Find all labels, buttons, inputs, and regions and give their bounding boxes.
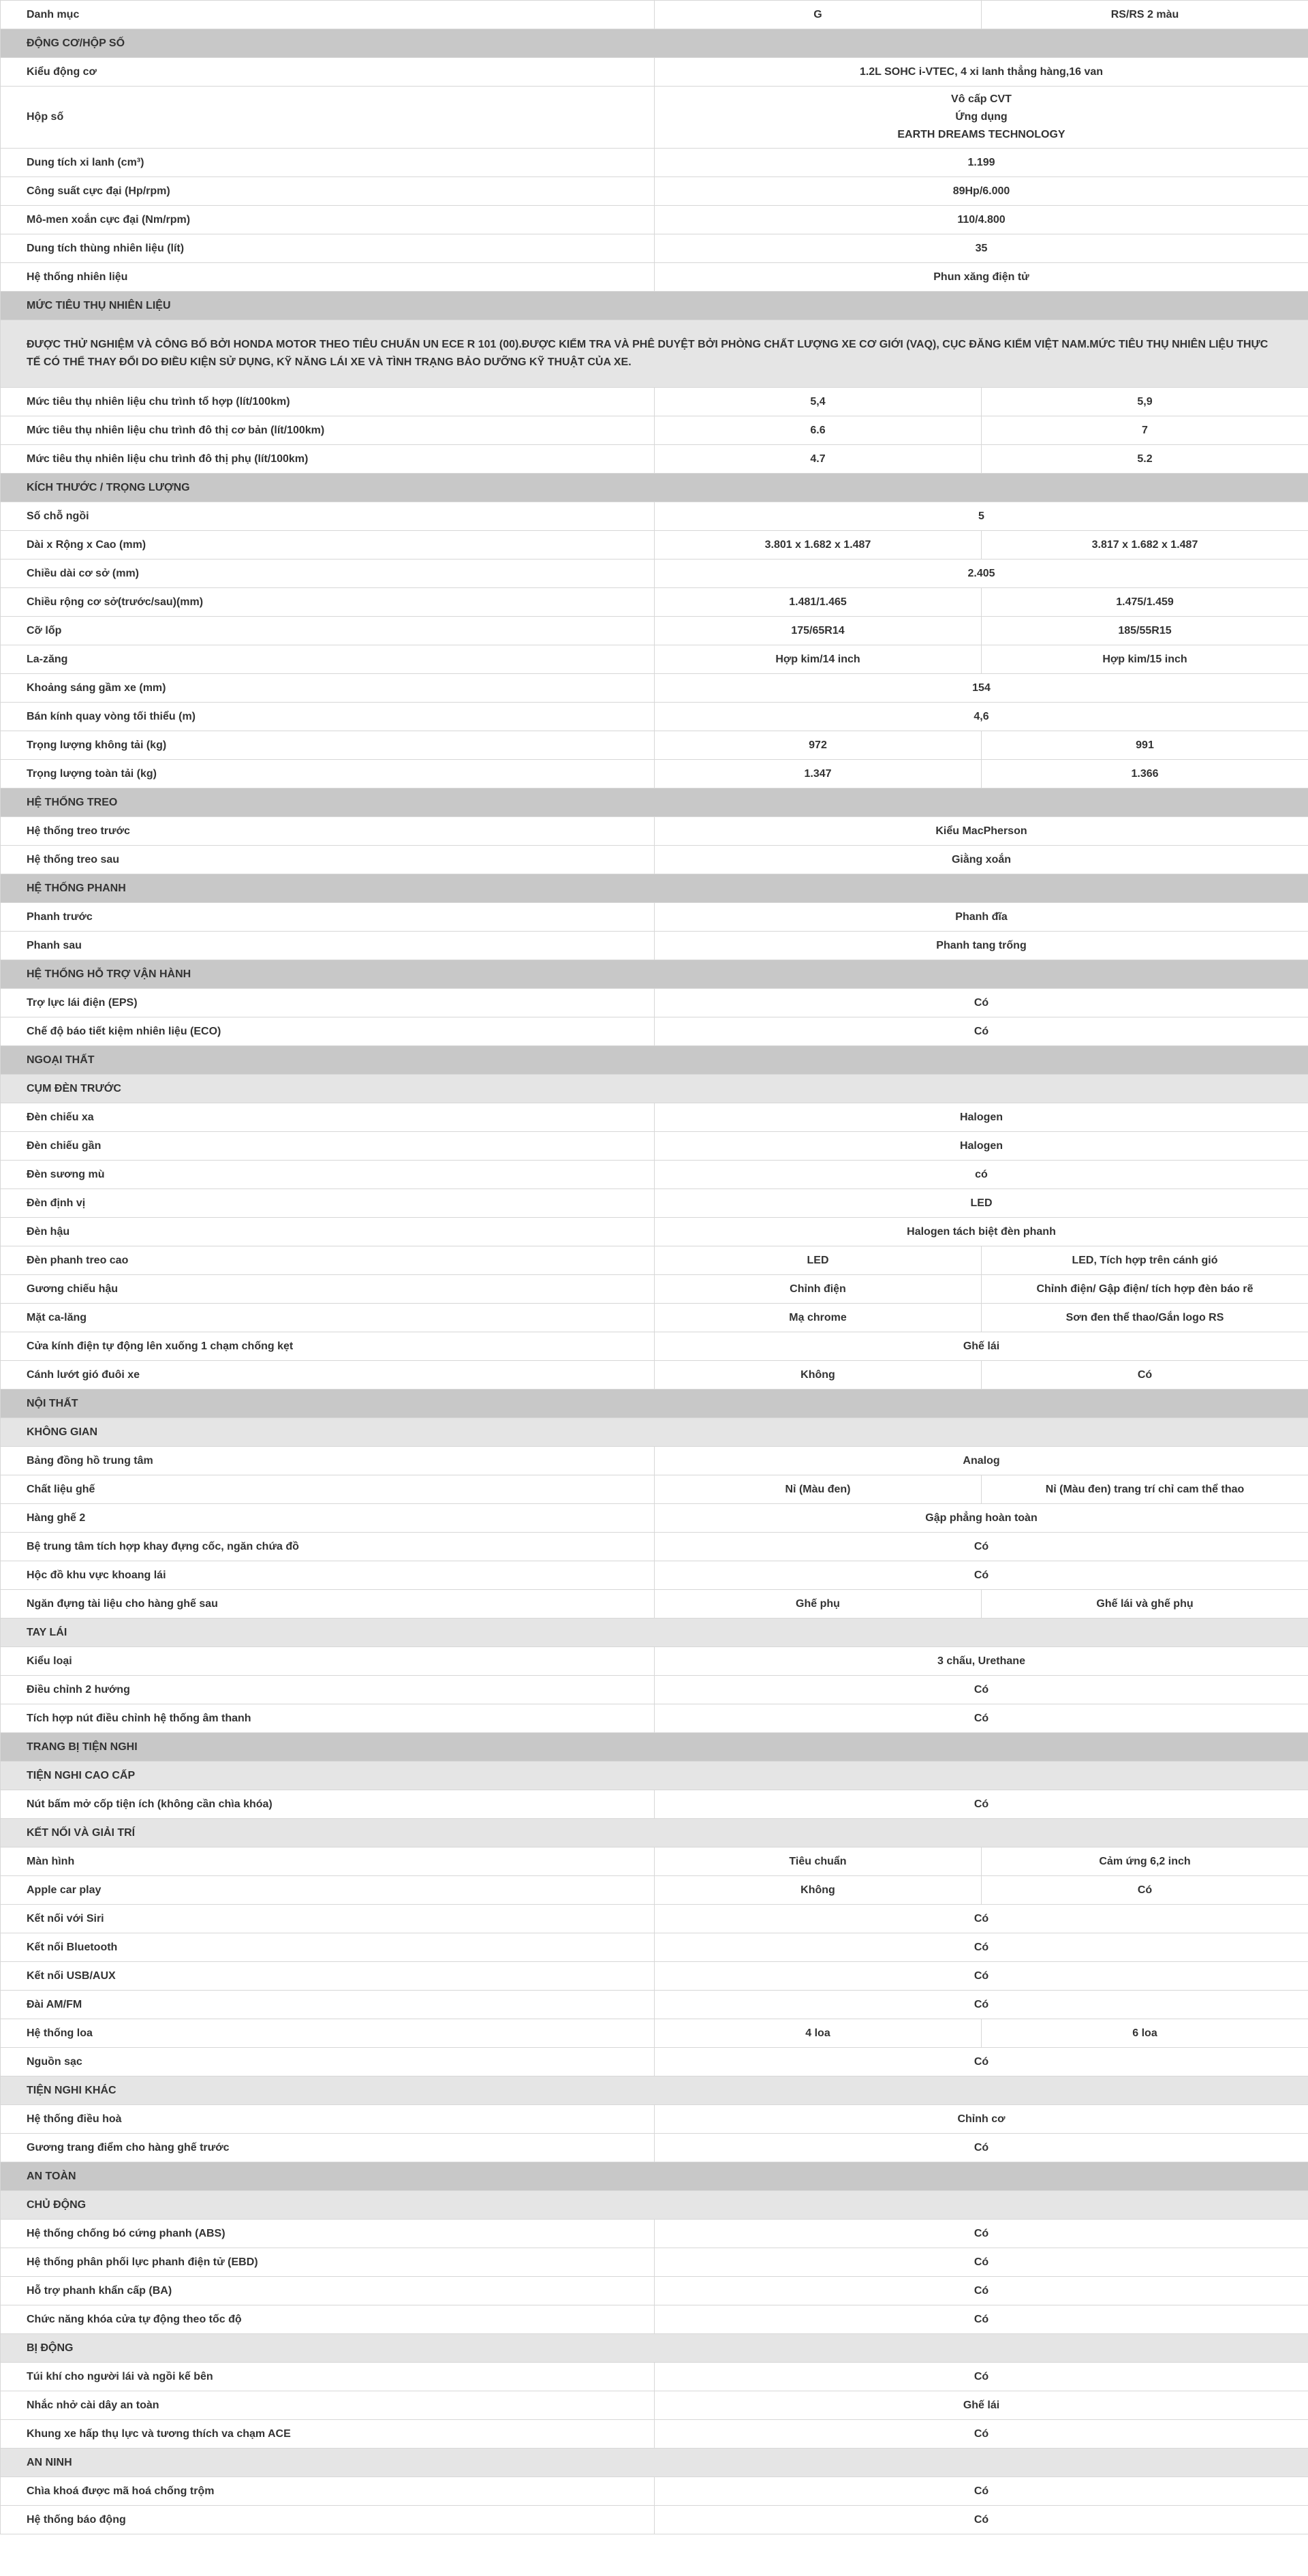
spec-value-rs: 1.366	[982, 760, 1308, 788]
spec-value-g: 3.801 x 1.682 x 1.487	[655, 531, 982, 559]
spec-row	[1, 1704, 1308, 1733]
spec-value: Halogen	[655, 1132, 1308, 1161]
spec-label: Dung tích xi lanh (cm³)	[1, 149, 655, 177]
spec-value: 1.199	[655, 149, 1308, 177]
spec-label: Hệ thống báo động	[1, 2506, 655, 2534]
section-title: HỆ THỐNG PHANH	[1, 874, 1308, 903]
spec-row	[1, 2477, 1308, 2506]
section-title: TIỆN NGHI CAO CẤP	[1, 1762, 1308, 1790]
spec-row	[1, 2305, 1308, 2334]
spec-value: Có	[655, 2363, 1308, 2391]
spec-row	[1, 1847, 1308, 1876]
spec-label: Chức năng khóa cửa tự động theo tốc độ	[1, 2305, 655, 2334]
section-title: MỨC TIÊU THỤ NHIÊN LIỆU	[1, 292, 1308, 320]
spec-row	[1, 1161, 1308, 1189]
section-header	[1, 2162, 1308, 2191]
header-label: Danh mục	[1, 1, 655, 29]
spec-label: Đèn sương mù	[1, 1161, 655, 1189]
spec-row	[1, 1676, 1308, 1704]
spec-value-g: 1.347	[655, 760, 982, 788]
subsection-header	[1, 1418, 1308, 1447]
subsection-header	[1, 2191, 1308, 2220]
spec-row	[1, 1189, 1308, 1218]
spec-label: Hệ thống phân phối lực phanh điện tử (EBD)	[1, 2248, 655, 2277]
spec-row	[1, 2420, 1308, 2449]
spec-row	[1, 1103, 1308, 1132]
spec-label: Kết nối với Siri	[1, 1905, 655, 1933]
spec-value: Có	[655, 2220, 1308, 2248]
spec-row	[1, 1876, 1308, 1905]
spec-row	[1, 1246, 1308, 1275]
section-header	[1, 29, 1308, 58]
spec-value-g: Không	[655, 1361, 982, 1390]
spec-row	[1, 177, 1308, 206]
spec-value: 110/4.800	[655, 206, 1308, 234]
spec-label: Bảng đồng hồ trung tâm	[1, 1447, 655, 1475]
spec-label: Kiểu loại	[1, 1647, 655, 1676]
spec-label: Cỡ lốp	[1, 617, 655, 645]
section-header	[1, 1733, 1308, 1762]
spec-value-rs: 991	[982, 731, 1308, 760]
spec-row	[1, 588, 1308, 617]
spec-value: Có	[655, 1790, 1308, 1819]
section-title: TIỆN NGHI KHÁC	[1, 2076, 1308, 2105]
section-header	[1, 474, 1308, 502]
spec-label: Chế độ báo tiết kiệm nhiên liệu (ECO)	[1, 1017, 655, 1046]
spec-value-g: 6.6	[655, 416, 982, 445]
spec-value-g: Ghế phụ	[655, 1590, 982, 1619]
disclaimer-line: MỨC TIÊU THỤ NHIÊN LIỆU THỰC TẾ CÓ THỂ THAY ĐỔI DO ĐIỀU KIỆN SỬ DỤNG, KỸ NĂNG LÁI XE VÀ TÌNH TRẠNG BẢO DƯỠNG KỸ THUẬT CỦA XE.	[27, 339, 1268, 368]
spec-value-rs: 6 loa	[982, 2019, 1308, 2048]
spec-value: Chỉnh cơ	[655, 2105, 1308, 2134]
spec-value: Có	[655, 2305, 1308, 2334]
spec-label: Số chỗ ngồi	[1, 502, 655, 531]
fuel-disclaimer	[1, 320, 1308, 388]
disclaimer-line: ĐƯỢC KIỂM TRA VÀ PHÊ DUYỆT BỞI PHÒNG CHẤT LƯỢNG XE CƠ GIỚI (VAQ), CỤC ĐĂNG KIỂM VIỆT NAM.	[521, 339, 1090, 350]
spec-label: Trọng lượng toàn tải (kg)	[1, 760, 655, 788]
spec-row	[1, 1275, 1308, 1304]
spec-row	[1, 1533, 1308, 1561]
section-header	[1, 960, 1308, 989]
spec-value-rs: Sơn đen thể thao/Gắn logo RS	[982, 1304, 1308, 1332]
section-title: TRANG BỊ TIỆN NGHI	[1, 1733, 1308, 1762]
section-header	[1, 1046, 1308, 1075]
spec-row	[1, 1905, 1308, 1933]
spec-value-g: Chỉnh điện	[655, 1275, 982, 1304]
spec-value-g: 972	[655, 731, 982, 760]
spec-value: Giằng xoắn	[655, 846, 1308, 874]
spec-value: Có	[655, 2134, 1308, 2162]
spec-label: Hỗ trợ phanh khẩn cấp (BA)	[1, 2277, 655, 2305]
spec-label: Màn hình	[1, 1847, 655, 1876]
spec-value: Ghế lái	[655, 2391, 1308, 2420]
spec-row	[1, 2391, 1308, 2420]
section-title: NỘI THẤT	[1, 1390, 1308, 1418]
spec-label: Bệ trung tâm tích hợp khay đựng cốc, ngăn chứa đồ	[1, 1533, 655, 1561]
spec-row	[1, 817, 1308, 846]
spec-value: có	[655, 1161, 1308, 1189]
spec-row	[1, 2134, 1308, 2162]
spec-label: Ngăn đựng tài liệu cho hàng ghế sau	[1, 1590, 655, 1619]
header-variant-g: G	[655, 1, 982, 29]
spec-label: Tích hợp nút điều chỉnh hệ thống âm thanh	[1, 1704, 655, 1733]
header-row	[1, 1, 1308, 29]
spec-label: Hệ thống nhiên liệu	[1, 263, 655, 292]
spec-value: 3 chấu, Urethane	[655, 1647, 1308, 1676]
spec-label: Gương trang điểm cho hàng ghế trước	[1, 2134, 655, 2162]
header-variant-rs: RS/RS 2 màu	[982, 1, 1308, 29]
section-title: TAY LÁI	[1, 1619, 1308, 1647]
section-title: AN TOÀN	[1, 2162, 1308, 2191]
spec-label: Phanh trước	[1, 903, 655, 932]
spec-value-line: Vô cấp CVT	[951, 93, 1012, 105]
spec-value: Có	[655, 1676, 1308, 1704]
spec-value-rs: 3.817 x 1.682 x 1.487	[982, 531, 1308, 559]
section-title: BỊ ĐỘNG	[1, 2334, 1308, 2363]
spec-row	[1, 559, 1308, 588]
spec-label: Mức tiêu thụ nhiên liệu chu trình tổ hợp (lít/100km)	[1, 388, 655, 416]
spec-row	[1, 989, 1308, 1017]
spec-value: Phun xăng điện tử	[655, 263, 1308, 292]
spec-row	[1, 149, 1308, 177]
spec-value-rs: 5,9	[982, 388, 1308, 416]
spec-label: Chất liệu ghế	[1, 1475, 655, 1504]
spec-row	[1, 1790, 1308, 1819]
spec-row	[1, 58, 1308, 87]
subsection-header	[1, 2334, 1308, 2363]
spec-row	[1, 1132, 1308, 1161]
spec-value: Analog	[655, 1447, 1308, 1475]
spec-row	[1, 234, 1308, 263]
spec-label: Cửa kính điện tự động lên xuống 1 chạm chống kẹt	[1, 1332, 655, 1361]
spec-label: Chiều dài cơ sở (mm)	[1, 559, 655, 588]
spec-row	[1, 1590, 1308, 1619]
spec-value: Kiểu MacPherson	[655, 817, 1308, 846]
spec-value: Có	[655, 1561, 1308, 1590]
section-header	[1, 1390, 1308, 1418]
spec-value-rs: Ghế lái và ghế phụ	[982, 1590, 1308, 1619]
spec-label: La-zăng	[1, 645, 655, 674]
spec-row	[1, 1647, 1308, 1676]
spec-value: Có	[655, 2506, 1308, 2534]
spec-label: Hệ thống loa	[1, 2019, 655, 2048]
spec-value: 154	[655, 674, 1308, 703]
spec-value: Phanh đĩa	[655, 903, 1308, 932]
spec-value-rs: Cảm ứng 6,2 inch	[982, 1847, 1308, 1876]
spec-value: 4,6	[655, 703, 1308, 731]
section-title: AN NINH	[1, 2449, 1308, 2477]
spec-row	[1, 502, 1308, 531]
spec-row	[1, 2248, 1308, 2277]
spec-value: 5	[655, 502, 1308, 531]
spec-value-rs: Có	[982, 1361, 1308, 1390]
spec-label: Trợ lực lái điện (EPS)	[1, 989, 655, 1017]
spec-value: 89Hp/6.000	[655, 177, 1308, 206]
spec-label: Cánh lướt gió đuôi xe	[1, 1361, 655, 1390]
spec-value-line: EARTH DREAMS TECHNOLOGY	[897, 129, 1065, 140]
spec-row	[1, 1933, 1308, 1962]
spec-value-g: 4.7	[655, 445, 982, 474]
section-title: HỆ THỐNG HỖ TRỢ VẬN HÀNH	[1, 960, 1308, 989]
spec-label: Hàng ghế 2	[1, 1504, 655, 1533]
spec-value-rs: Hợp kim/15 inch	[982, 645, 1308, 674]
spec-label: Khung xe hấp thụ lực và tương thích va chạm ACE	[1, 2420, 655, 2449]
spec-row	[1, 1361, 1308, 1390]
spec-value: Có	[655, 1017, 1308, 1046]
spec-label: Hệ thống treo trước	[1, 817, 655, 846]
spec-value: Ghế lái	[655, 1332, 1308, 1361]
spec-value: Có	[655, 2048, 1308, 2076]
spec-value-g: 5,4	[655, 388, 982, 416]
spec-label: Kết nối USB/AUX	[1, 1962, 655, 1991]
spec-value-rs: Nỉ (Màu đen) trang trí chỉ cam thể thao	[982, 1475, 1308, 1504]
section-title: CỤM ĐÈN TRƯỚC	[1, 1075, 1308, 1103]
section-header	[1, 874, 1308, 903]
spec-value-g: Tiêu chuẩn	[655, 1847, 982, 1876]
spec-row	[1, 1447, 1308, 1475]
spec-row	[1, 903, 1308, 932]
spec-label: Hộp số	[1, 87, 655, 149]
spec-label: Nhắc nhở cài dây an toàn	[1, 2391, 655, 2420]
spec-label: Phanh sau	[1, 932, 655, 960]
spec-value: Có	[655, 2248, 1308, 2277]
spec-value-g: 1.481/1.465	[655, 588, 982, 617]
spec-row	[1, 1504, 1308, 1533]
section-title: ĐỘNG CƠ/HỘP SỐ	[1, 29, 1308, 58]
spec-row	[1, 2220, 1308, 2248]
spec-value	[655, 87, 1308, 149]
spec-label: Hệ thống treo sau	[1, 846, 655, 874]
subsection-header	[1, 1762, 1308, 1790]
spec-label: Đèn định vị	[1, 1189, 655, 1218]
spec-row	[1, 617, 1308, 645]
spec-row	[1, 1475, 1308, 1504]
spec-row	[1, 416, 1308, 445]
spec-label: Hộc đồ khu vực khoang lái	[1, 1561, 655, 1590]
spec-value-g: 4 loa	[655, 2019, 982, 2048]
spec-label: Công suất cực đại (Hp/rpm)	[1, 177, 655, 206]
spec-value: Có	[655, 2277, 1308, 2305]
subsection-header	[1, 2076, 1308, 2105]
spec-value-rs: 185/55R15	[982, 617, 1308, 645]
spec-label: Đèn phanh treo cao	[1, 1246, 655, 1275]
spec-label: Hệ thống điều hoà	[1, 2105, 655, 2134]
spec-value: Phanh tang trống	[655, 932, 1308, 960]
spec-label: Đèn chiếu gần	[1, 1132, 655, 1161]
spec-row	[1, 2363, 1308, 2391]
spec-row	[1, 1561, 1308, 1590]
spec-value-rs: Có	[982, 1876, 1308, 1905]
spec-label: Túi khí cho người lái và ngồi kế bên	[1, 2363, 655, 2391]
spec-label: Hệ thống chống bó cứng phanh (ABS)	[1, 2220, 655, 2248]
spec-row	[1, 1304, 1308, 1332]
subsection-header	[1, 2449, 1308, 2477]
spec-value: Có	[655, 2420, 1308, 2449]
spec-label: Kiểu động cơ	[1, 58, 655, 87]
spec-label: Chiều rộng cơ sở(trước/sau)(mm)	[1, 588, 655, 617]
section-title: KHÔNG GIAN	[1, 1418, 1308, 1447]
spec-value: 1.2L SOHC i-VTEC, 4 xi lanh thẳng hàng,16 van	[655, 58, 1308, 87]
spec-value-rs: LED, Tích hợp trên cánh gió	[982, 1246, 1308, 1275]
spec-value-g: Hợp kim/14 inch	[655, 645, 982, 674]
disclaimer-line: ĐƯỢC THỬ NGHIỆM VÀ CÔNG BỐ BỞI HONDA MOTOR THEO TIÊU CHUẨN UN ECE R 101 (00).	[27, 339, 522, 350]
spec-row	[1, 1962, 1308, 1991]
spec-value-g: 175/65R14	[655, 617, 982, 645]
spec-value: Halogen tách biệt đèn phanh	[655, 1218, 1308, 1246]
spec-value-rs: 7	[982, 416, 1308, 445]
section-title: CHỦ ĐỘNG	[1, 2191, 1308, 2220]
section-title: KẾT NỐI VÀ GIẢI TRÍ	[1, 1819, 1308, 1847]
spec-row	[1, 1991, 1308, 2019]
spec-row	[1, 760, 1308, 788]
spec-row	[1, 2019, 1308, 2048]
spec-value-g: LED	[655, 1246, 982, 1275]
spec-table-body	[1, 29, 1308, 2534]
spec-value: 2.405	[655, 559, 1308, 588]
fuel-disclaimer-row	[1, 320, 1308, 388]
section-header	[1, 788, 1308, 817]
spec-label: Kết nối Bluetooth	[1, 1933, 655, 1962]
spec-value-g: Nỉ (Màu đen)	[655, 1475, 982, 1504]
spec-label: Mức tiêu thụ nhiên liệu chu trình đô thị phụ (lít/100km)	[1, 445, 655, 474]
spec-value: Có	[655, 1962, 1308, 1991]
spec-row	[1, 2105, 1308, 2134]
spec-row	[1, 263, 1308, 292]
spec-row	[1, 531, 1308, 559]
section-title: KÍCH THƯỚC / TRỌNG LƯỢNG	[1, 474, 1308, 502]
spec-row	[1, 846, 1308, 874]
spec-label: Gương chiếu hậu	[1, 1275, 655, 1304]
spec-value-line: Ứng dụng	[955, 111, 1008, 123]
spec-row	[1, 2506, 1308, 2534]
spec-label: Đèn chiếu xa	[1, 1103, 655, 1132]
spec-label: Đèn hậu	[1, 1218, 655, 1246]
spec-label: Nút bấm mở cốp tiện ích (không cần chìa khóa)	[1, 1790, 655, 1819]
spec-value: Halogen	[655, 1103, 1308, 1132]
spec-row	[1, 206, 1308, 234]
spec-value: Có	[655, 2477, 1308, 2506]
spec-label: Chìa khoá được mã hoá chống trộm	[1, 2477, 655, 2506]
subsection-header	[1, 1819, 1308, 1847]
spec-value-rs: 5.2	[982, 445, 1308, 474]
spec-value: 35	[655, 234, 1308, 263]
spec-label: Dung tích thùng nhiên liệu (lít)	[1, 234, 655, 263]
spec-label: Dài x Rộng x Cao (mm)	[1, 531, 655, 559]
section-title: NGOẠI THẤT	[1, 1046, 1308, 1075]
spec-label: Bán kính quay vòng tối thiểu (m)	[1, 703, 655, 731]
spec-label: Điều chỉnh 2 hướng	[1, 1676, 655, 1704]
subsection-header	[1, 1075, 1308, 1103]
spec-row	[1, 1017, 1308, 1046]
spec-value-rs: 1.475/1.459	[982, 588, 1308, 617]
spec-table-header	[1, 1, 1308, 29]
spec-value: Có	[655, 1991, 1308, 2019]
spec-row	[1, 703, 1308, 731]
section-header	[1, 292, 1308, 320]
spec-label: Nguồn sạc	[1, 2048, 655, 2076]
spec-value-rs: Chỉnh điện/ Gập điện/ tích hợp đèn báo rẽ	[982, 1275, 1308, 1304]
spec-value-g: Mạ chrome	[655, 1304, 982, 1332]
section-title: HỆ THỐNG TREO	[1, 788, 1308, 817]
spec-value: LED	[655, 1189, 1308, 1218]
spec-label: Khoảng sáng gầm xe (mm)	[1, 674, 655, 703]
spec-value: Có	[655, 1533, 1308, 1561]
spec-row	[1, 388, 1308, 416]
spec-value: Có	[655, 1704, 1308, 1733]
spec-row	[1, 674, 1308, 703]
spec-row	[1, 1218, 1308, 1246]
spec-label: Trọng lượng không tải (kg)	[1, 731, 655, 760]
spec-label: Đài AM/FM	[1, 1991, 655, 2019]
spec-row	[1, 932, 1308, 960]
spec-label: Mức tiêu thụ nhiên liệu chu trình đô thị cơ bản (lít/100km)	[1, 416, 655, 445]
spec-row	[1, 645, 1308, 674]
spec-label: Apple car play	[1, 1876, 655, 1905]
spec-label: Mô-men xoắn cực đại (Nm/rpm)	[1, 206, 655, 234]
spec-row	[1, 731, 1308, 760]
spec-row	[1, 445, 1308, 474]
spec-value: Có	[655, 1905, 1308, 1933]
spec-row	[1, 2048, 1308, 2076]
spec-row	[1, 1332, 1308, 1361]
spec-value: Có	[655, 989, 1308, 1017]
spec-value: Gập phẳng hoàn toàn	[655, 1504, 1308, 1533]
spec-label: Mặt ca-lăng	[1, 1304, 655, 1332]
spec-value-g: Không	[655, 1876, 982, 1905]
spec-row	[1, 87, 1308, 149]
subsection-header	[1, 1619, 1308, 1647]
spec-value: Có	[655, 1933, 1308, 1962]
spec-row	[1, 2277, 1308, 2305]
